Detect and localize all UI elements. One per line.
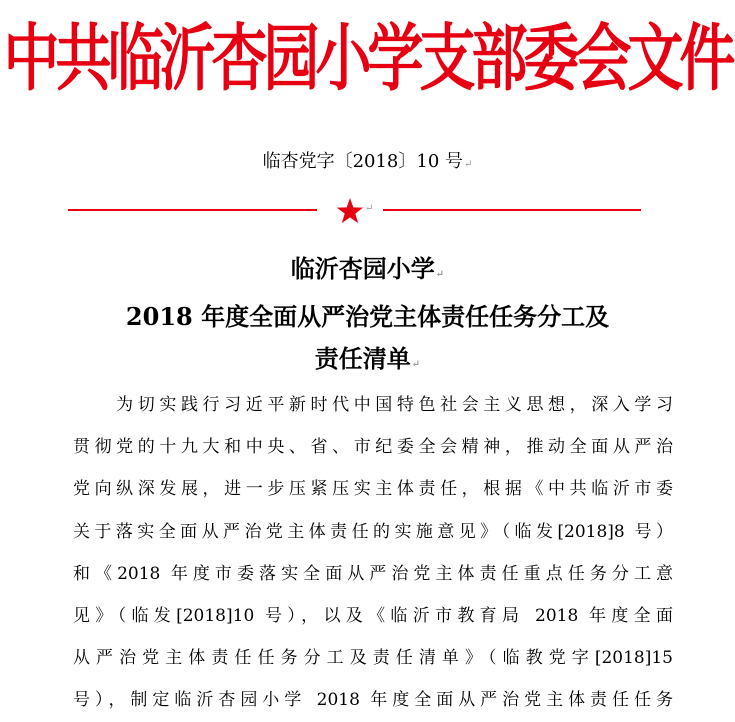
- title-line-2: 2018 年度全面从严治党主体责任任务分工及: [125, 302, 610, 331]
- body-paragraph: [73, 384, 673, 722]
- body-line-7: 从严治党主体责任任务分工及责任清单》（临教党字[2018]15: [73, 648, 673, 669]
- paragraph-mark: ↵: [365, 203, 374, 214]
- body-line-8: 号），制定临沂杏园小学 2018 年度全面从严治党主体责任任务: [73, 690, 673, 711]
- document-number: [0, 150, 735, 177]
- paragraph-mark: ↵: [435, 269, 445, 280]
- title-line-3: 责任清单↵: [314, 344, 421, 373]
- body-line-1: 为切实践行习近平新时代中国特色社会主义思想，深入学习: [73, 395, 673, 415]
- body-line-2: 贯彻党的十九大和中央、省、市纪委全会精神，推动全面从严治: [73, 437, 673, 458]
- document-header-title: 中共临沂杏园小学支部委会文件: [3, 17, 732, 102]
- star-shape: [337, 198, 363, 223]
- document-title: [0, 248, 735, 386]
- document-number-text: 临杏党字〔2018〕10 号: [262, 151, 464, 172]
- title-line-1: 临沂杏园小学↵: [290, 254, 445, 283]
- body-line-6: 见》（临发[2018]10 号），以及《临沂市教育局 2018 年度全面: [73, 606, 673, 627]
- separator-line-left: [68, 209, 317, 211]
- paragraph-mark: ↵: [464, 159, 473, 170]
- body-line-3: 党向纵深发展，进一步压紧压实主体责任，根据《中共临沂市委: [73, 479, 673, 500]
- separator-line-right: [383, 209, 641, 211]
- red-separator: [0, 194, 735, 226]
- paragraph-mark: ↵: [411, 359, 421, 370]
- body-line-5: 和《2018 年度市委落实全面从严治党主体责任重点任务分工意: [73, 563, 673, 584]
- body-line-4: 关于落实全面从严治党主体责任的实施意见》（临发[2018]8 号）: [73, 521, 673, 542]
- star-icon: [336, 197, 364, 224]
